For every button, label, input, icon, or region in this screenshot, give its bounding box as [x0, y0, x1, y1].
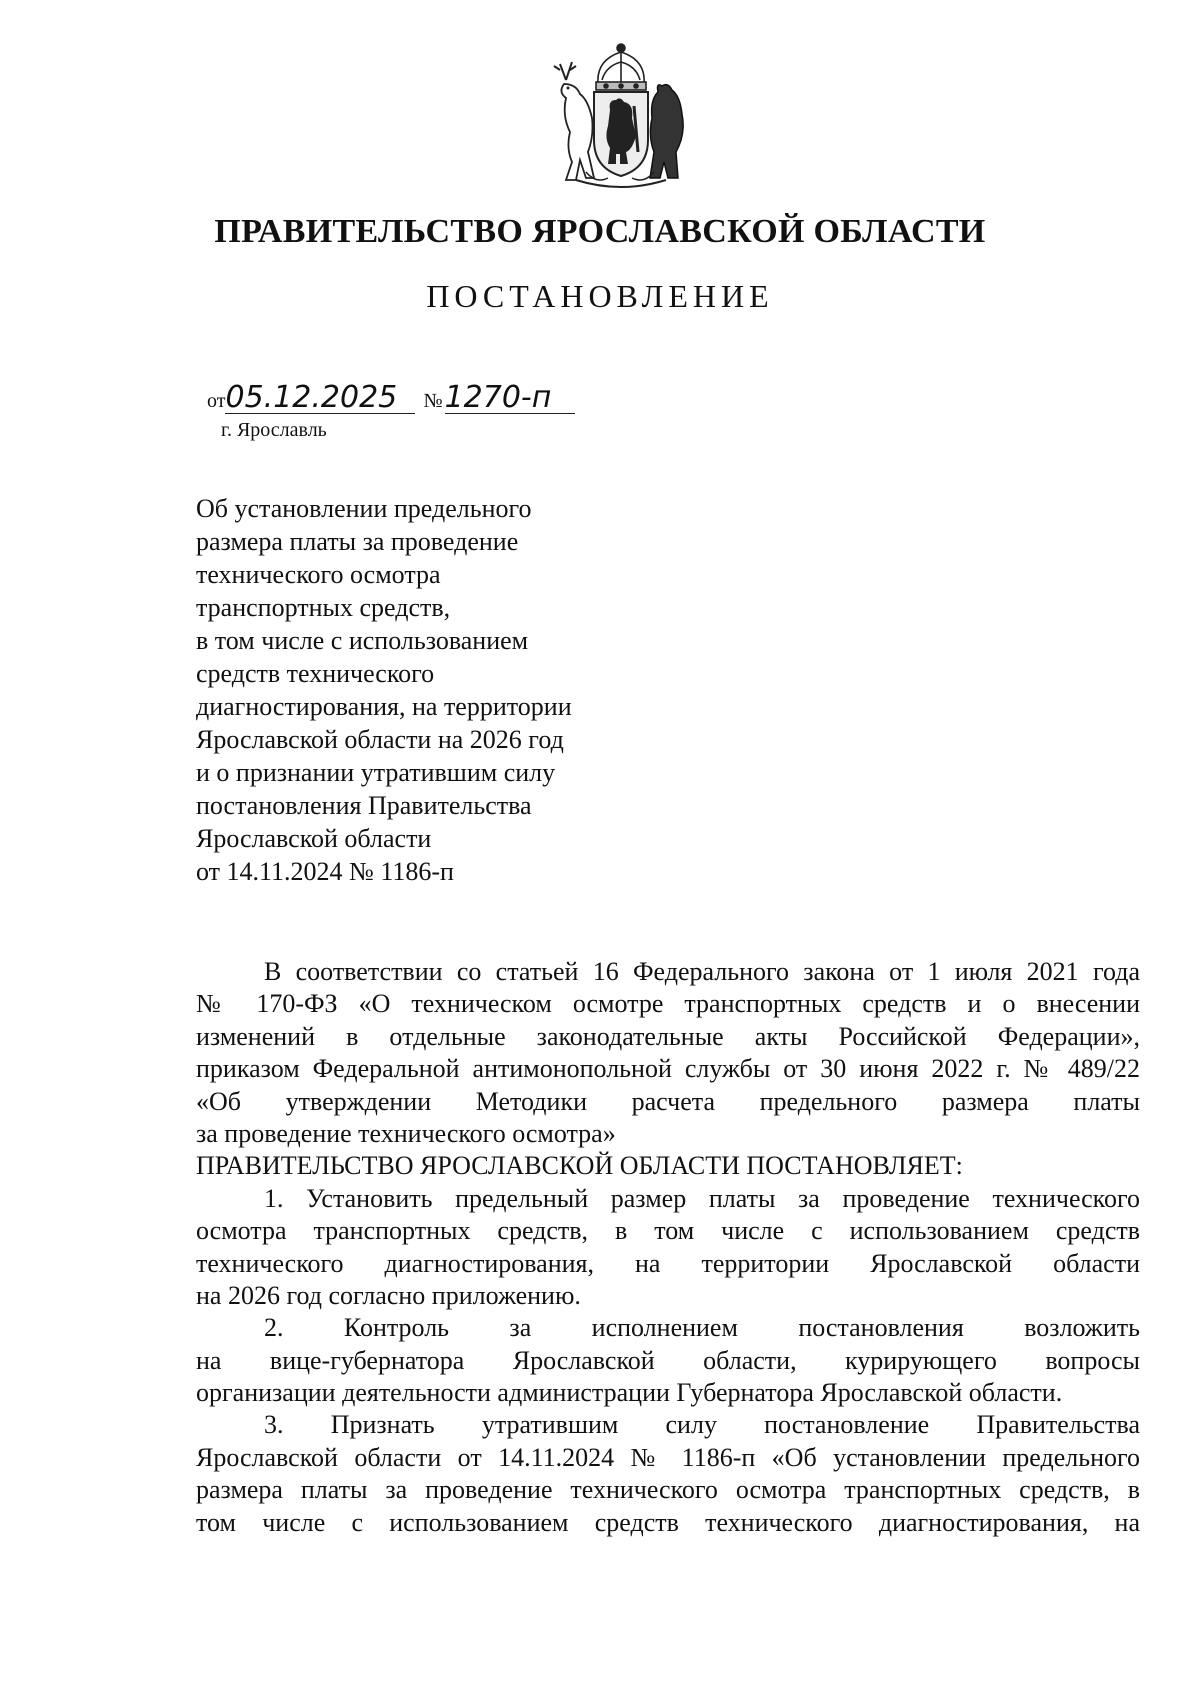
document-subject [196, 492, 572, 888]
item-2-line: 2. Контроль за исполнением постановления возложить [264, 1313, 1140, 1343]
document-requisites [207, 380, 575, 415]
preamble-line: «Об утверждении Методики расчета предельного размера платы [196, 1086, 1140, 1116]
subject-line: Ярославской области [196, 824, 432, 853]
date-prefix: от [207, 390, 226, 412]
item-3-line: том числе с использованием средств технического диагностирования, на [196, 1507, 1140, 1537]
preamble-line: за проведение технического осмотра» [196, 1118, 616, 1148]
item-3-line: размера платы за проведение технического осмотра транспортных средств, в [196, 1475, 1140, 1505]
document-number: 1270-п [445, 383, 575, 414]
item-3-line: 3. Признать утратившим силу постановление Правительства [264, 1410, 1140, 1440]
item-1-line: на 2026 год согласно приложению. [196, 1280, 581, 1310]
subject-line: постановления Правительства [196, 791, 532, 820]
item-2-line: на вице-губернатора Ярославской области, курирующего вопросы [196, 1345, 1140, 1375]
subject-line: Ярославской области на 2026 год [196, 725, 564, 754]
preamble-line: № 170-ФЗ «О техническом осмотре транспортных средств и о внесении [196, 989, 1140, 1019]
item-1-line: осмотра транспортных средств, в том числе с использованием средств [196, 1216, 1140, 1246]
number-prefix: № [423, 390, 443, 412]
subject-line: технического осмотра [196, 560, 441, 589]
preamble-line: приказом Федеральной антимонопольной службы от 30 июня 2022 г. № 489/22 [196, 1054, 1140, 1084]
subject-line: и о признании утратившим силу [196, 758, 556, 787]
subject-line: диагностирования, на территории [196, 692, 572, 721]
preamble-line: изменений в отдельные законодательные акты Российской Федерации», [196, 1021, 1140, 1051]
document-city: г. Ярославль [221, 419, 327, 441]
coat-of-arms-icon [536, 40, 706, 190]
item-2-line: организации деятельности администрации Губернатора Ярославской области. [196, 1378, 1063, 1408]
document-date: 05.12.2025 [225, 383, 415, 414]
subject-line: транспортных средств, [196, 593, 451, 622]
subject-line: от 14.11.2024 № 1186-п [196, 857, 454, 886]
subject-line: Об установлении предельного [196, 494, 532, 523]
document-body [196, 956, 1140, 1539]
subject-line: средств технического [196, 659, 435, 688]
resolves-line: ПРАВИТЕЛЬСТВО ЯРОСЛАВСКОЙ ОБЛАСТИ ПОСТАНОВЛЯЕТ: [196, 1151, 963, 1181]
subject-line: в том числе с использованием [196, 626, 529, 655]
document-type: ПОСТАНОВЛЕНИЕ [426, 278, 774, 314]
organization-name: ПРАВИТЕЛЬСТВО ЯРОСЛАВСКОЙ ОБЛАСТИ [214, 213, 986, 250]
preamble-line: В соответствии со статьей 16 Федерального закона от 1 июля 2021 года [264, 957, 1140, 986]
item-1-line: 1. Установить предельный размер платы за проведение технического [264, 1183, 1140, 1213]
item-3-line: Ярославской области от 14.11.2024 № 1186-п «Об установлении предельного [196, 1442, 1140, 1472]
subject-line: размера платы за проведение [196, 527, 519, 556]
item-1-line: технического диагностирования, на территории Ярославской области [196, 1248, 1140, 1278]
